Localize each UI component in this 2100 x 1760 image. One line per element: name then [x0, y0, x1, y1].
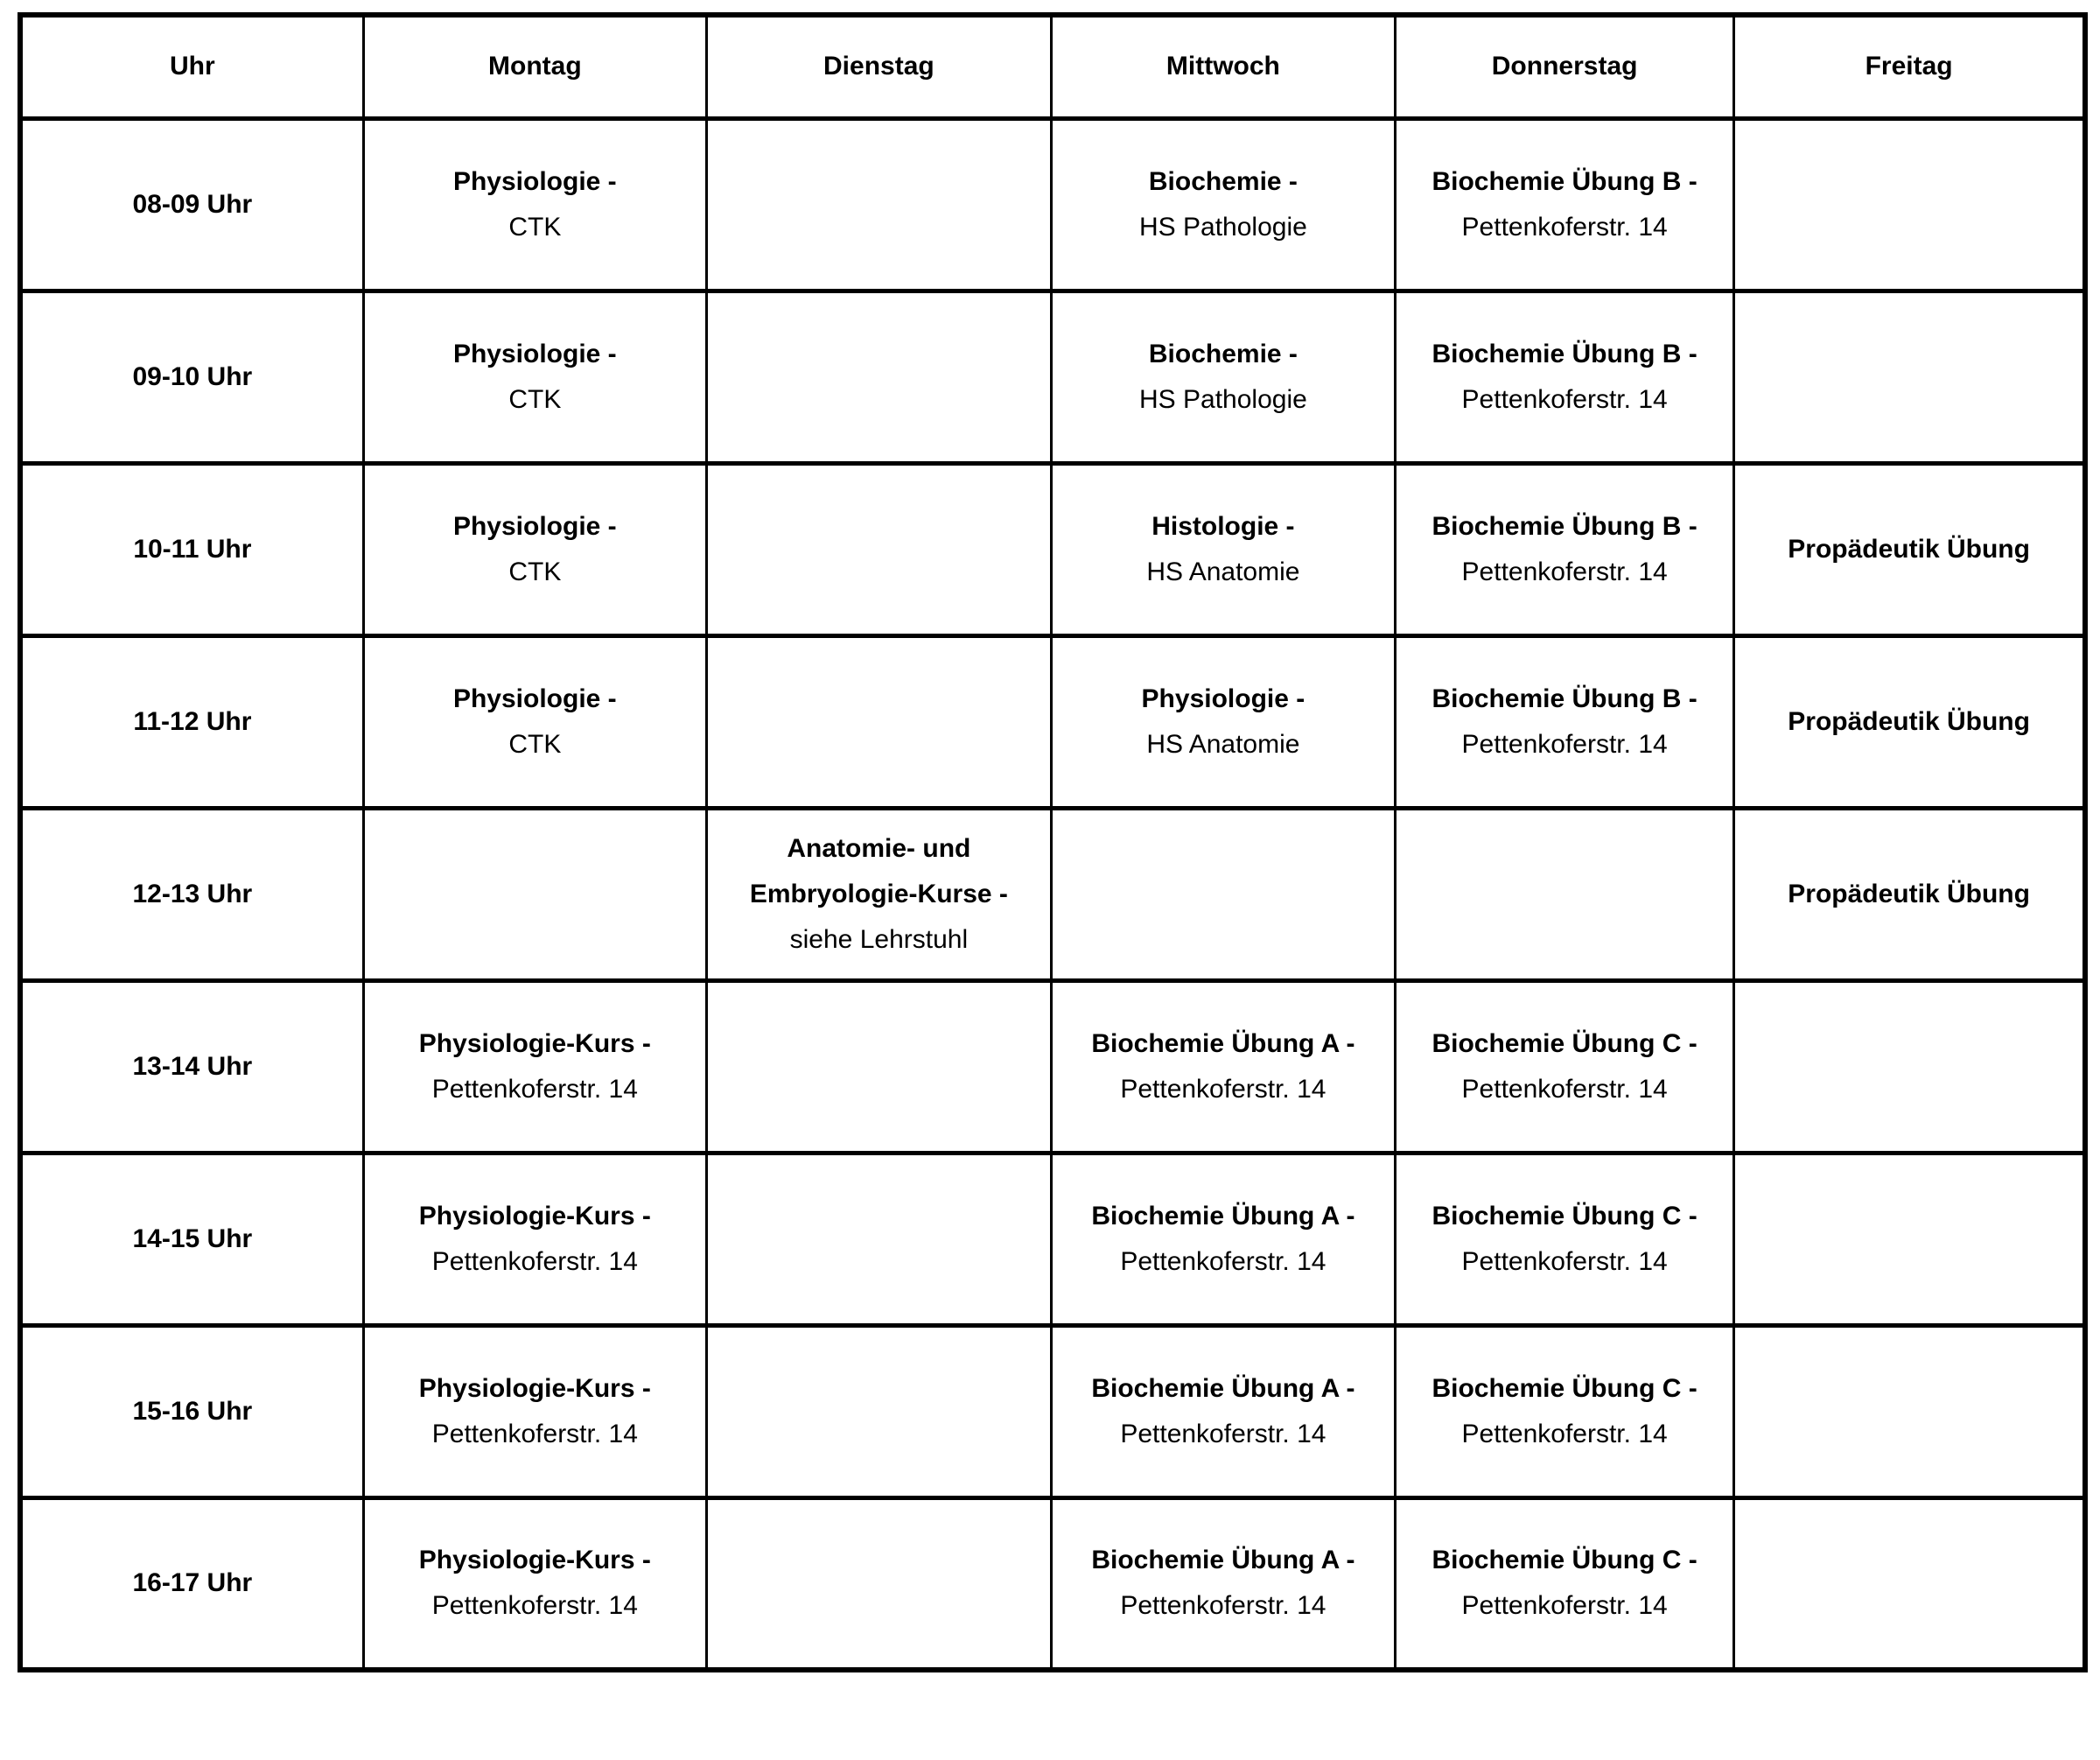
time-cell: 08-09 Uhr — [20, 118, 363, 291]
course-title: Physiologie - — [452, 684, 617, 713]
time-cell: 09-10 Uhr — [20, 291, 363, 463]
empty-cell — [1734, 1153, 2085, 1325]
table-row — [20, 980, 2085, 1153]
course-cell — [1395, 635, 1733, 808]
course-title: Biochemie Übung B - — [1432, 339, 1698, 368]
time-cell: 16-17 Uhr — [20, 1497, 363, 1670]
course-cell — [363, 635, 706, 808]
empty-cell — [1051, 808, 1395, 980]
empty-cell — [1395, 808, 1733, 980]
course-cell — [1395, 291, 1733, 463]
course-cell — [1051, 980, 1395, 1153]
empty-cell — [1734, 291, 2085, 463]
course-title: Propädeutik Übung — [1788, 706, 2030, 736]
course-cell — [1395, 463, 1733, 635]
course-cell — [363, 118, 706, 291]
course-title: Biochemie Übung A - — [1091, 1373, 1355, 1403]
course-cell — [1051, 291, 1395, 463]
course-location: HS Anatomie — [1146, 729, 1300, 759]
course-cell — [363, 1497, 706, 1670]
empty-cell — [706, 635, 1051, 808]
empty-cell — [1734, 980, 2085, 1153]
course-cell — [363, 1325, 706, 1497]
course-cell — [1395, 980, 1733, 1153]
course-title: Biochemie Übung B - — [1432, 511, 1698, 541]
header-row — [20, 15, 2085, 118]
time-cell: 11-12 Uhr — [20, 635, 363, 808]
course-title: Biochemie Übung B - — [1432, 684, 1698, 713]
course-location: CTK — [508, 384, 562, 414]
timetable — [18, 12, 2088, 1672]
course-cell — [1051, 463, 1395, 635]
course-title: Biochemie Übung C - — [1432, 1546, 1698, 1575]
course-title: Biochemie - — [1148, 339, 1298, 368]
column-header-montag: Montag — [363, 15, 706, 118]
course-title: Physiologie - — [1141, 684, 1306, 713]
empty-cell — [706, 980, 1051, 1153]
course-title: Biochemie Übung A - — [1091, 1028, 1355, 1058]
course-title: Physiologie - — [452, 511, 617, 541]
table-row — [20, 1497, 2085, 1670]
course-cell — [706, 808, 1051, 980]
course-location: Pettenkoferstr. 14 — [1120, 1246, 1326, 1276]
course-title: Physiologie-Kurs - — [418, 1373, 651, 1403]
table-row — [20, 463, 2085, 635]
empty-cell — [706, 291, 1051, 463]
table-row — [20, 635, 2085, 808]
course-cell — [363, 980, 706, 1153]
table-row — [20, 291, 2085, 463]
course-cell — [1051, 1325, 1395, 1497]
course-location: Pettenkoferstr. 14 — [1461, 1074, 1668, 1104]
time-cell: 14-15 Uhr — [20, 1153, 363, 1325]
course-cell — [1051, 1153, 1395, 1325]
course-cell — [1051, 118, 1395, 291]
course-location: Pettenkoferstr. 14 — [1461, 384, 1668, 414]
course-cell — [1395, 1153, 1733, 1325]
course-cell — [1051, 1497, 1395, 1670]
course-location: HS Pathologie — [1139, 384, 1307, 414]
column-header-freitag: Freitag — [1734, 15, 2085, 118]
course-title: Biochemie Übung A - — [1091, 1201, 1355, 1231]
timetable-body — [20, 118, 2085, 1670]
course-cell — [1734, 808, 2085, 980]
course-title: Biochemie - — [1148, 166, 1298, 196]
empty-cell — [706, 1497, 1051, 1670]
table-row — [20, 118, 2085, 291]
course-cell — [363, 291, 706, 463]
course-cell — [1734, 463, 2085, 635]
column-header-mittwoch: Mittwoch — [1051, 15, 1395, 118]
course-location: siehe Lehrstuhl — [789, 924, 969, 954]
column-header-donnerstag: Donnerstag — [1395, 15, 1733, 118]
time-cell: 13-14 Uhr — [20, 980, 363, 1153]
course-cell — [1395, 1325, 1733, 1497]
course-cell — [363, 463, 706, 635]
empty-cell — [706, 1325, 1051, 1497]
course-title: Biochemie Übung B - — [1432, 166, 1698, 196]
course-title: Anatomie- und Embryologie-Kurse - — [749, 833, 1008, 908]
course-location: CTK — [508, 212, 562, 242]
course-title: Biochemie Übung C - — [1432, 1201, 1698, 1231]
empty-cell — [1734, 1325, 2085, 1497]
course-title: Biochemie Übung C - — [1432, 1373, 1698, 1403]
time-cell: 12-13 Uhr — [20, 808, 363, 980]
empty-cell — [1734, 1497, 2085, 1670]
course-location: CTK — [508, 557, 562, 586]
empty-cell — [706, 118, 1051, 291]
course-location: CTK — [508, 729, 562, 759]
course-location: Pettenkoferstr. 14 — [1461, 212, 1668, 242]
course-location: Pettenkoferstr. 14 — [1461, 1246, 1668, 1276]
empty-cell — [1734, 118, 2085, 291]
course-cell — [1734, 635, 2085, 808]
course-location: HS Pathologie — [1139, 212, 1307, 242]
course-location: Pettenkoferstr. 14 — [1461, 729, 1668, 759]
course-cell — [1051, 635, 1395, 808]
table-row — [20, 808, 2085, 980]
course-location: Pettenkoferstr. 14 — [1120, 1591, 1326, 1621]
course-cell — [1395, 1497, 1733, 1670]
course-location: Pettenkoferstr. 14 — [431, 1419, 638, 1448]
course-cell — [1395, 118, 1733, 291]
table-row — [20, 1153, 2085, 1325]
course-location: Pettenkoferstr. 14 — [1461, 1591, 1668, 1621]
course-location: Pettenkoferstr. 14 — [1120, 1074, 1326, 1104]
course-location: Pettenkoferstr. 14 — [431, 1591, 638, 1621]
course-title: Physiologie - — [452, 166, 617, 196]
course-cell — [363, 1153, 706, 1325]
course-location: Pettenkoferstr. 14 — [1461, 557, 1668, 586]
course-location: Pettenkoferstr. 14 — [431, 1246, 638, 1276]
empty-cell — [706, 463, 1051, 635]
course-title: Physiologie - — [452, 339, 617, 368]
column-header-dienstag: Dienstag — [706, 15, 1051, 118]
course-title: Propädeutik Übung — [1788, 879, 2030, 908]
course-location: Pettenkoferstr. 14 — [1120, 1419, 1326, 1448]
table-row — [20, 1325, 2085, 1497]
course-title: Histologie - — [1152, 511, 1295, 541]
time-cell: 15-16 Uhr — [20, 1325, 363, 1497]
course-title: Physiologie-Kurs - — [418, 1028, 651, 1058]
time-cell: 10-11 Uhr — [20, 463, 363, 635]
course-title: Biochemie Übung C - — [1432, 1028, 1698, 1058]
course-location: Pettenkoferstr. 14 — [431, 1074, 638, 1104]
empty-cell — [363, 808, 706, 980]
course-title: Physiologie-Kurs - — [418, 1546, 651, 1575]
column-header-uhr: Uhr — [20, 15, 363, 118]
course-location: HS Anatomie — [1146, 557, 1300, 586]
course-location: Pettenkoferstr. 14 — [1461, 1419, 1668, 1448]
empty-cell — [706, 1153, 1051, 1325]
course-title: Physiologie-Kurs - — [418, 1201, 651, 1231]
course-title: Biochemie Übung A - — [1091, 1546, 1355, 1575]
course-title: Propädeutik Übung — [1788, 534, 2030, 564]
